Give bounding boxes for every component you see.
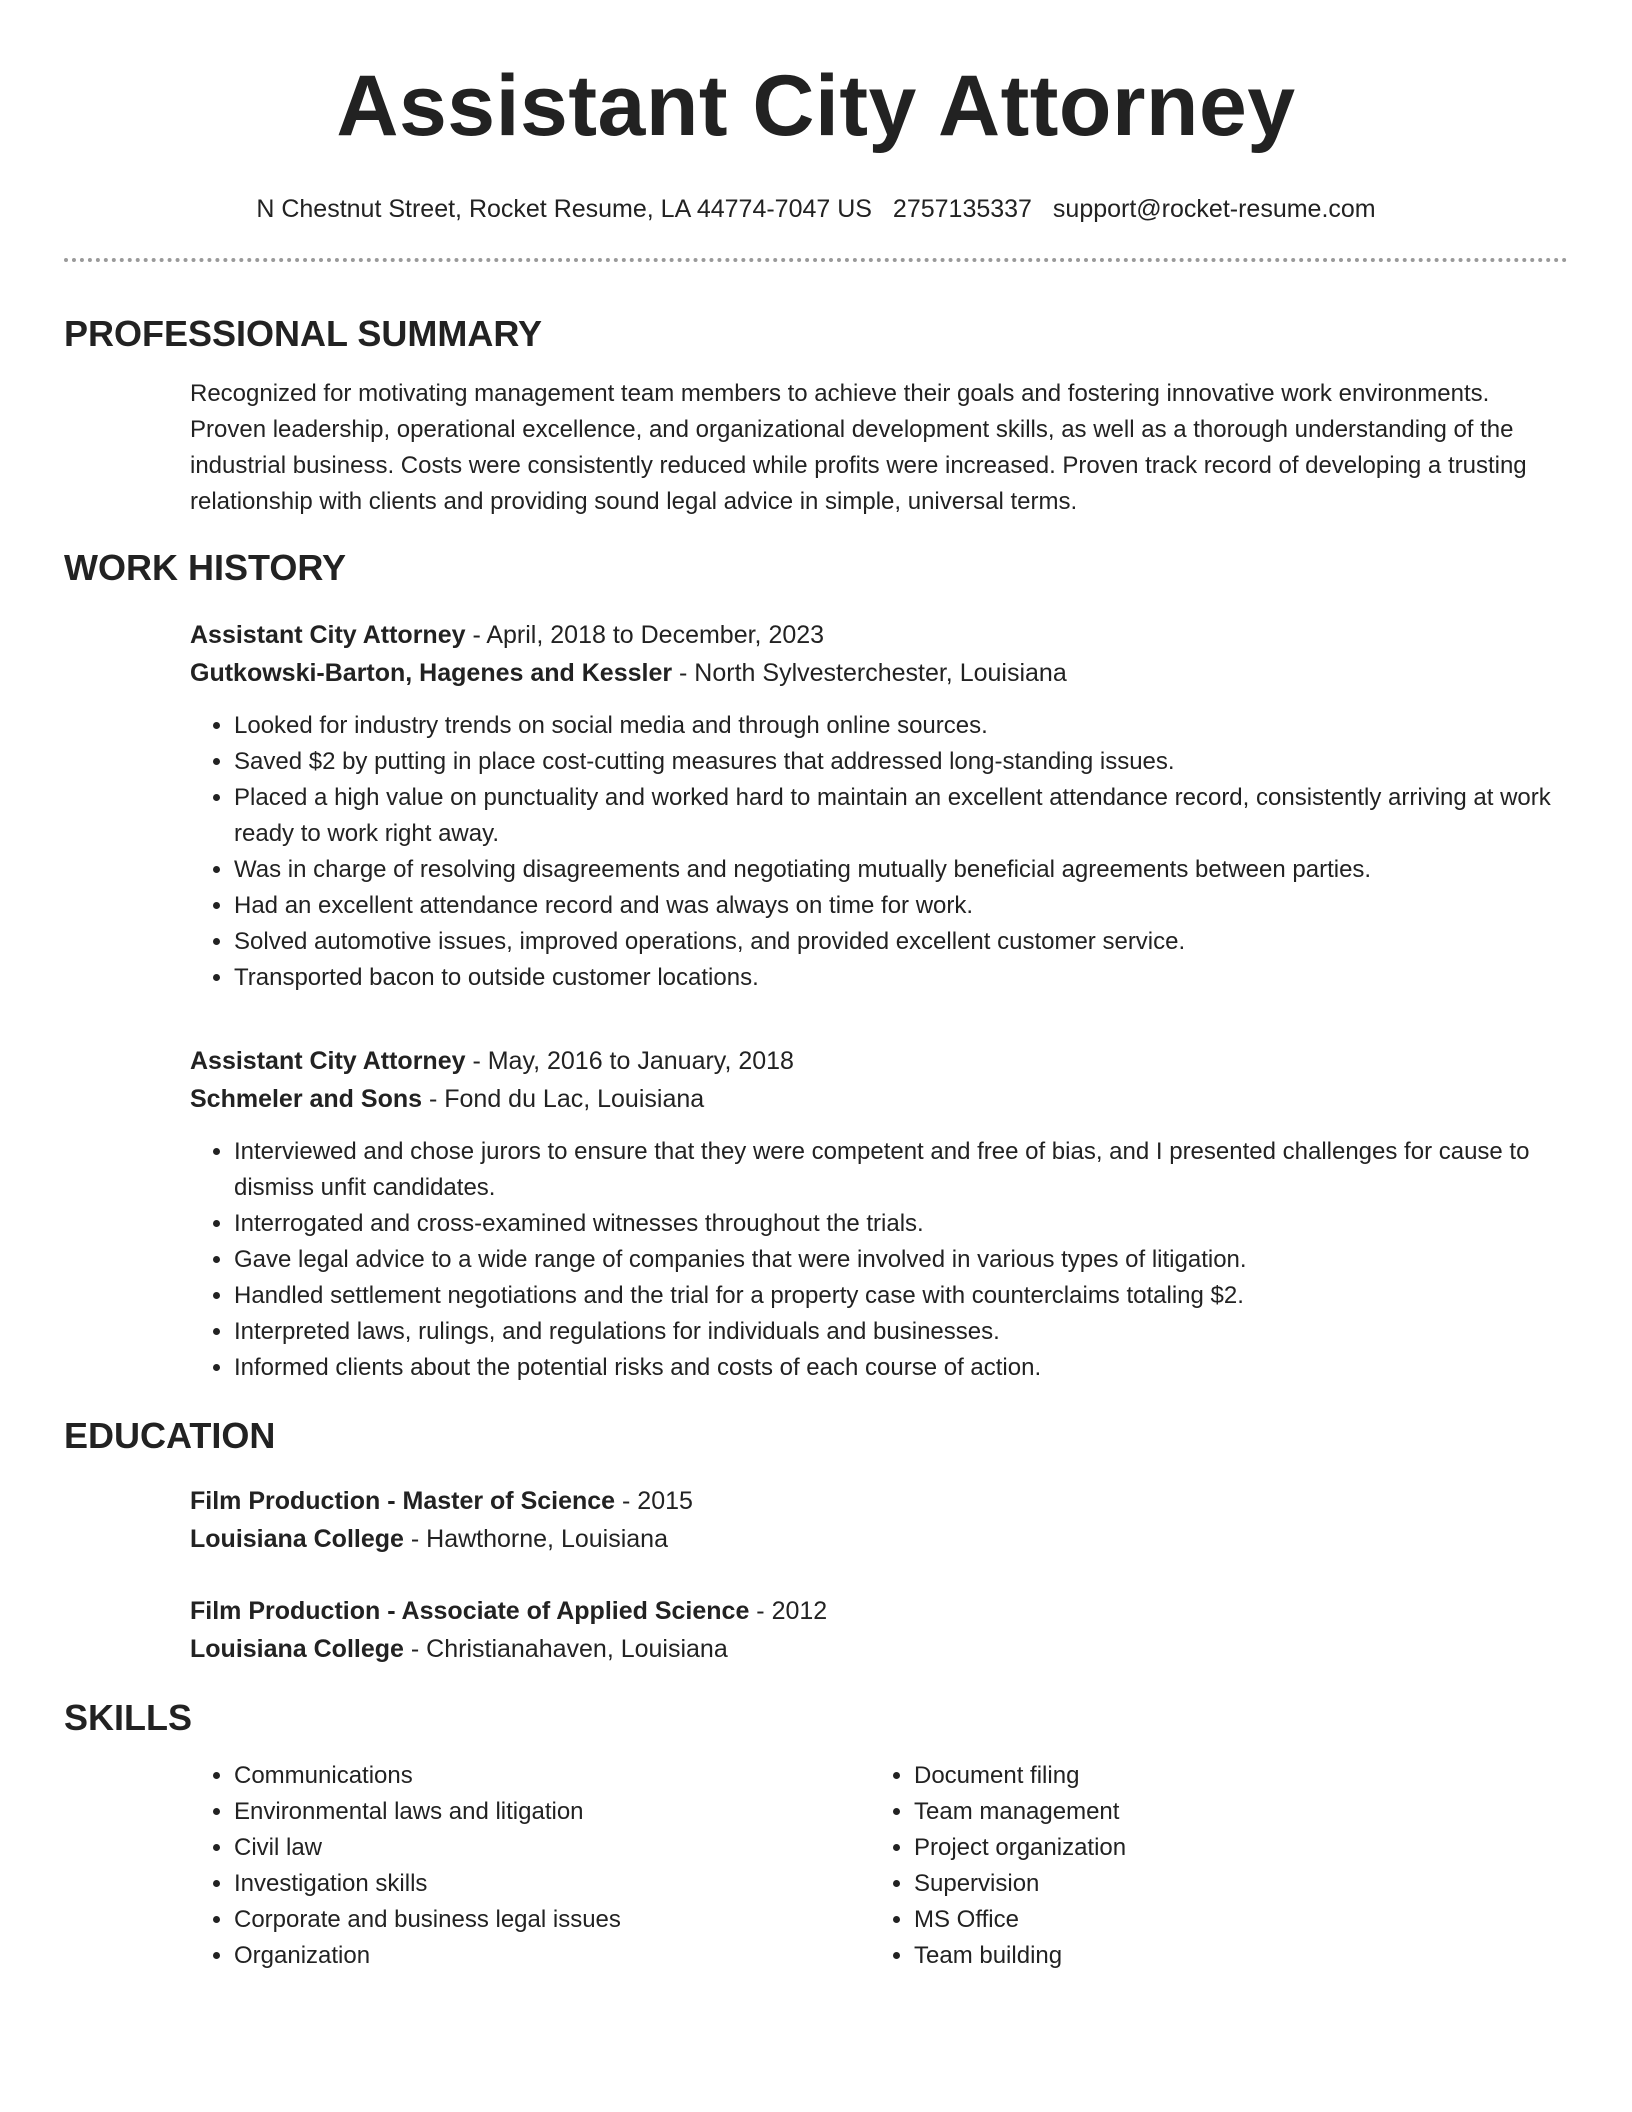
list-item: • Team building xyxy=(914,1938,1550,1974)
list-item: • Was in charge of resolving disagreements and negotiating mutually beneficial agreements between parties. xyxy=(234,852,1568,888)
list-item: • Placed a high value on punctuality and worked hard to maintain an excellent attendance record, consistently arriving at work ready to work right away. xyxy=(234,780,1568,852)
job-entry xyxy=(190,616,1568,996)
list-item: • Investigation skills xyxy=(234,1866,870,1902)
education-heading: EDUCATION xyxy=(64,1415,276,1456)
list-item: • Civil law xyxy=(234,1830,870,1866)
list-item: • Had an excellent attendance record and was always on time for work. xyxy=(234,888,1568,924)
education-year: - 2012 xyxy=(749,1597,828,1625)
list-item: • Project organization xyxy=(914,1830,1550,1866)
list-item: • Transported bacon to outside customer locations. xyxy=(234,960,1568,996)
list-item: • Handled settlement negotiations and the trial for a property case with counterclaims totaling $2. xyxy=(234,1278,1568,1314)
list-item: • Supervision xyxy=(914,1866,1550,1902)
job-location: - Fond du Lac, Louisiana xyxy=(422,1085,705,1113)
job-bullets xyxy=(190,1134,1568,1386)
list-item: • Informed clients about the potential risks and costs of each course of action. xyxy=(234,1350,1568,1386)
list-item: • Interpreted laws, rulings, and regulations for individuals and businesses. xyxy=(234,1314,1568,1350)
contact-line xyxy=(64,194,1568,224)
job-location: - North Sylvesterchester, Louisiana xyxy=(672,659,1067,687)
list-item: • Interrogated and cross-examined witnesses throughout the trials. xyxy=(234,1206,1568,1242)
job-role: Assistant City Attorney xyxy=(190,621,466,649)
job-company-line xyxy=(190,1080,1568,1118)
education-school: Louisiana College xyxy=(190,1525,404,1553)
job-company-line xyxy=(190,654,1568,692)
list-item: • Interviewed and chose jurors to ensure that they were competent and free of bias, and I presented challenges for cause to dismiss unfit candidates. xyxy=(234,1134,1568,1206)
contact-email: support@rocket-resume.com xyxy=(1052,195,1376,223)
list-item: • Saved $2 by putting in place cost-cutting measures that addressed long-standing issues. xyxy=(234,744,1568,780)
job-bullets xyxy=(190,708,1568,996)
list-item: • Communications xyxy=(234,1758,870,1794)
list-item: • Team management xyxy=(914,1794,1550,1830)
job-title-line xyxy=(190,616,1568,654)
education-location: - Hawthorne, Louisiana xyxy=(403,1525,668,1553)
resume-name: Assistant City Attorney xyxy=(336,58,1296,154)
header-divider xyxy=(64,258,1568,262)
list-item: • Organization xyxy=(234,1938,870,1974)
job-dates: - April, 2018 to December, 2023 xyxy=(465,621,825,649)
skills-list-right xyxy=(870,1758,1550,1974)
contact-phone: 2757135337 xyxy=(892,195,1032,223)
job-entry xyxy=(190,1042,1568,1386)
contact-address: N Chestnut Street, Rocket Resume, LA 44774-7047 US xyxy=(256,195,872,223)
education-school-line xyxy=(190,1520,1568,1558)
job-dates: - May, 2016 to January, 2018 xyxy=(465,1047,794,1075)
skills-columns xyxy=(190,1758,1568,1974)
list-item: • MS Office xyxy=(914,1902,1550,1938)
education-school-line xyxy=(190,1630,1568,1668)
job-company: Gutkowski-Barton, Hagenes and Kessler xyxy=(190,659,673,687)
work-history-heading: WORK HISTORY xyxy=(64,547,347,588)
education-degree-line xyxy=(190,1482,1568,1520)
list-item: • Solved automotive issues, improved operations, and provided excellent customer service. xyxy=(234,924,1568,960)
list-item: • Gave legal advice to a wide range of companies that were involved in various types of litigation. xyxy=(234,1242,1568,1278)
education-degree: Film Production - Master of Science xyxy=(190,1487,616,1515)
education-degree-line xyxy=(190,1592,1568,1630)
list-item: • Environmental laws and litigation xyxy=(234,1794,870,1830)
list-item: • Looked for industry trends on social media and through online sources. xyxy=(234,708,1568,744)
list-item: • Corporate and business legal issues xyxy=(234,1902,870,1938)
job-title-line xyxy=(190,1042,1568,1080)
education-school: Louisiana College xyxy=(190,1635,404,1663)
list-item: • Document filing xyxy=(914,1758,1550,1794)
job-company: Schmeler and Sons xyxy=(190,1085,423,1113)
skills-list-left xyxy=(190,1758,870,1974)
summary-heading: PROFESSIONAL SUMMARY xyxy=(64,313,543,354)
education-location: - Christianahaven, Louisiana xyxy=(403,1635,728,1663)
education-year: - 2015 xyxy=(615,1487,693,1515)
summary-text: Recognized for motivating management team members to achieve their goals and fostering innovative work environments. Proven leadership, operational excellence, and organizational development skills, as well as a thorough understanding of the industrial business. Costs were consistently reduced while profits were increased. Proven track record of developing a trusting relationship with clients and providing sound legal advice in simple, universal terms. xyxy=(190,380,1527,515)
education-entry xyxy=(190,1592,1568,1668)
skills-heading: SKILLS xyxy=(64,1697,193,1738)
education-entry xyxy=(190,1482,1568,1558)
education-degree: Film Production - Associate of Applied Science xyxy=(190,1597,750,1625)
job-role: Assistant City Attorney xyxy=(190,1047,466,1075)
